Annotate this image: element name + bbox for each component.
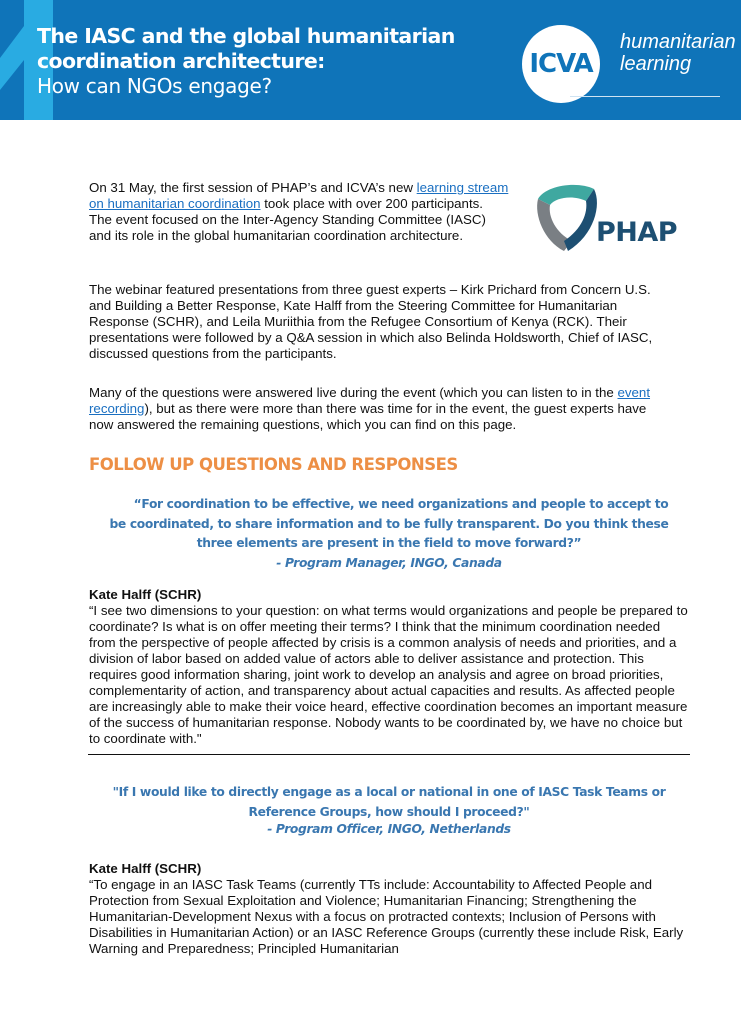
answer-2-speaker: Kate Halff (SCHR)	[89, 861, 202, 876]
title-line-2: coordination architecture:	[37, 49, 325, 73]
icva-tagline-line-1: humanitarian	[620, 31, 736, 53]
header-banner	[0, 0, 741, 120]
phap-logo-mark-icon	[534, 177, 604, 257]
icva-tagline-line-2: learning	[620, 53, 692, 75]
title-line-1: The IASC and the global humanitarian	[37, 24, 455, 48]
question-2	[89, 783, 689, 840]
intro-text: took place with over 200 participants. The event focused on the Inter-Agency Standing Committee (IASC) and its role in the global humanitarian coordination architecture.	[89, 196, 486, 243]
answer-1-text: “I see two dimensions to your question: on what terms would organizations and people be prepared to coordinate? Is what is on offer meeting their terms? I think that the minimum coordination needed from the perspective of people affected by crisis is a common analysis of needs and priorities, and a division of labor based on added value of actors able to deliver assistance and protection. This requires good information sharing, joint work to develop an analysis and agree on broad priorities, complementarity of action, and transparency about actual capacities and results. As affected people are increasingly able to make their voice heard, effective coordination becomes an important measure of the success of humanitarian response. Nobody wants to be coordinated by, we have no choice but to coordinate with."	[89, 603, 688, 746]
intro-text: Many of the questions were answered live during the event (which you can listen to in the	[89, 385, 618, 400]
question-1-attribution: - Program Manager, INGO, Canada	[276, 555, 502, 570]
intro-paragraph-3	[89, 385, 664, 433]
intro-paragraph-2: The webinar featured presentations from three guest experts – Kirk Prichard from Concern U.S. and Building a Better Response, Kate Halff from the Steering Committee for Humanitarian Response (SCHR), and Leila Muriithia from the Refugee Consortium of Kenya (RCK). Their presentations were followed by a Q&A session in which also Belinda Holdsworth, Chief of IASC, discussed questions from the participants.	[89, 282, 653, 361]
phap-wordmark: PHAP	[596, 217, 678, 248]
question-2-line-2: Reference Groups, how should I proceed?"	[248, 804, 530, 819]
question-1-line-2: be coordinated, to share information and to be fully transparent. Do you think these	[109, 516, 669, 531]
icva-logo	[522, 25, 736, 105]
question-2-attribution: - Program Officer, INGO, Netherlands	[267, 822, 511, 836]
answer-2	[89, 861, 689, 957]
answer-1	[89, 587, 689, 747]
question-1-line-3: three elements are present in the field to move forward?”	[196, 536, 582, 550]
answer-1-speaker: Kate Halff (SCHR)	[89, 587, 202, 602]
phap-logo	[534, 177, 714, 257]
subtitle: How can NGOs engage?	[37, 74, 272, 98]
learning-stream-link[interactable]: learning stream on humanitarian coordination	[89, 180, 509, 211]
question-1	[89, 495, 689, 573]
intro-paragraph-1	[89, 180, 509, 244]
question-1-line-1: “For coordination to be effective, we need organizations and people to accept to	[133, 497, 669, 511]
icva-underline	[570, 96, 720, 97]
section-heading: FOLLOW UP QUESTIONS AND RESPONSES	[89, 455, 458, 474]
icva-tagline	[620, 31, 736, 75]
answer-2-text: “To engage in an IASC Task Teams (currently TTs include: Accountability to Affected People and Protection from Sexual Exploitation and Violence; Humanitarian Financing; Strengthening the Humanitarian-Development Nexus with a focus on protracted contexts; Inclusion of Persons with Disabilities in Humanitarian Action) or an IASC Reference Groups (currently these include Risk, Early Warning and Preparedness; Principled Humanitarian	[89, 877, 684, 956]
question-2-line-1: "If I would like to directly engage as a local or national in one of IASC Task Teams or	[112, 785, 666, 799]
intro-text: ), but as there were more than there was time for in the event, the guest experts have now answered the remaining questions, which you can find on this page.	[89, 401, 647, 432]
event-recording-link[interactable]: event recording	[89, 385, 651, 416]
icva-logo-circle: ICVA	[522, 25, 600, 103]
divider	[88, 754, 690, 755]
banner-title	[37, 24, 455, 99]
intro-text: On 31 May, the first session of PHAP’s and ICVA’s new	[89, 180, 417, 195]
